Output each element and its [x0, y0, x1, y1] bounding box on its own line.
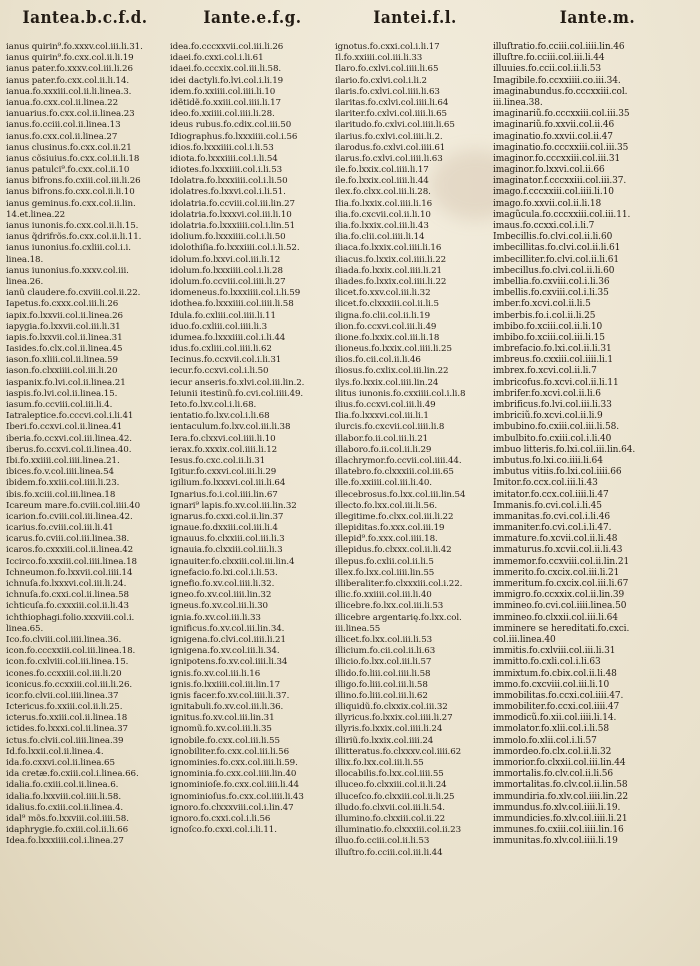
index-entry: ichnuſa.fo.lxxxvi.col.iii.li.24.: [6, 579, 127, 589]
index-entry: linea.26.: [6, 276, 44, 287]
index-entry: ianus geminus.fo.cxx.col.ii.lin.: [6, 198, 136, 209]
index-entry: icon.fo.cxlviii.col.iii.linea.15.: [6, 657, 129, 668]
index-entry: illino.fo.liii.col.iii.li.62: [335, 690, 428, 701]
index-entry: ignobile.fo.cxx.col.iii.li.55: [170, 735, 280, 746]
index-entry: ilius.fo.ccxvi.col.iii.li.49: [335, 400, 436, 410]
index-entry: idaei.fo.cccxix.col.iii.li.58.: [170, 64, 282, 75]
index-entry: iliaca.fo.lxxix.col.iiii.li.16: [335, 243, 442, 254]
index-entry: ianus pater.fo.xxxv.col.iii.li.26: [6, 64, 133, 75]
index-entry: Ilaro.fo.cxlvi.col.iiii.li.65: [335, 64, 439, 75]
index-entry: ignari⁹ lapis.fo.xv.col.iii.lin.32: [170, 500, 297, 511]
index-entry: ignominia.fo.cxx.col.iiii.lin.40: [170, 769, 297, 780]
index-entry: imbuo litteris.fo.lxi.col.iii.lin.64.: [493, 444, 636, 455]
index-entry: immunitas.fo.xlv.col.iiii.li.19: [493, 836, 618, 847]
index-entry: ignoro.fo.cxxi.col.i.li.56: [170, 813, 271, 824]
index-entry: iaspanix.fo.lvi.col.ii.linea.21: [6, 377, 126, 388]
index-entry: ignoſco.fo.cxxi.col.i.li.11.: [170, 825, 277, 836]
index-entry: iapix.fo.lxxvii.col.ii.linea.26: [6, 310, 123, 321]
index-entry: illepid⁹.fo.xxx.col.iiii.18.: [335, 534, 438, 545]
index-entry: illegitime.fo.clxx.col.iii.li.22: [335, 511, 454, 522]
column-header-1: Iantea.b.c.f.d.: [22, 8, 148, 28]
index-entry: ianũ claudere.fo.cxviii.col.ii.22.: [6, 288, 141, 299]
index-entry: immanitas.fo.cvi.col.i.li.46: [493, 511, 610, 522]
index-entry: iliades.fo.lxxix.col.iiii.li.22: [335, 276, 447, 287]
index-entry: illicebre.fo.lxx.col.iii.li.53: [335, 601, 444, 612]
index-entry: imbellia.fo.cxviii.col.i.li.36: [493, 276, 610, 287]
index-entry: illuſtro.fo.cciii.col.iii.li.44: [335, 847, 443, 858]
index-entry: imbecillitas.fo.clvi.col.ii.li.61: [493, 243, 621, 254]
index-entry: Ignarius.fo.i.col.iiii.lin.67: [170, 489, 278, 500]
index-entry: Idiographus.fo.lxxxiiii.col.i.56: [170, 131, 298, 142]
index-entry: immitto.fo.cxli.col.i.li.63: [493, 657, 601, 668]
index-entry: ignauiter.fo.clxxiii.col.iii.lin.4: [170, 556, 295, 567]
index-entry: ignominioſus.fo.cxx.col.iiii.li.43: [170, 791, 304, 802]
index-entry: iberus.fo.ccxvi.col.ii.linea.40.: [6, 444, 132, 455]
index-entry: iecur anseris.fo.xlvi.col.iii.lin.2.: [170, 377, 305, 388]
index-entry: illumino.fo.clxxiii.col.ii.22: [335, 813, 446, 824]
index-entry: igneo.fo.xv.col.iiii.lin.32: [170, 590, 272, 601]
index-entry: icones.fo.ccxxiii.col.iii.li.20: [6, 668, 122, 679]
index-entry: idẽtidẽ.fo.xxiii.col.iiii.li.17: [170, 97, 281, 108]
index-entry: ignis.fo.xv.col.iii.li.16: [170, 668, 261, 679]
index-column-3: [335, 42, 493, 957]
index-entry: ianus iunonius.fo.cxliii.col.i.i.: [6, 243, 131, 254]
index-entry: idea.fo.cccxxvii.col.iii.li.26: [170, 42, 284, 52]
index-entry: linea.65.: [6, 623, 44, 634]
index-entry: ictides.fo.lxxxi.col.ii.linea.37: [6, 724, 128, 735]
index-entry: idalia.fo.lxxviii.col.iiii.li.58.: [6, 791, 121, 802]
index-entry: imaginariũ.fo.cccxxiii.col.iii.35: [493, 109, 630, 120]
index-entry: immature.fo.xcvii.col.ii.li.48: [493, 534, 618, 545]
index-entry: Ictericus.fo.xxiii.col.ii.li.25.: [6, 702, 123, 713]
index-entry: ianus.fo.cciii.col.ii.linea.13: [6, 120, 121, 131]
index-entry: immaturus.fo.xcvii.col.ii.li.43: [493, 545, 623, 556]
index-entry: ianus clusinus.fo.cxx.col.ii.21: [6, 142, 132, 153]
index-entry: ilex.fo.clxx.col.iii.li.28.: [335, 187, 431, 198]
index-entry: illaboro.fo.ii.col.ii.li.29: [335, 444, 432, 455]
index-entry: Iesus.fo.cxc.col.ii.li.31: [170, 455, 266, 466]
index-entry: imminere se hereditati.fo.cxci.: [493, 623, 630, 634]
index-entry: idalia.fo.cxiii.col.ii.linea.6.: [6, 780, 119, 791]
index-entry: Ilia.fo.lxxxvi.col.iii.li.1: [335, 411, 429, 422]
index-entry: immixtum.fo.cbix.col.ii.li.48: [493, 668, 617, 679]
index-entry: idumea.fo.lxxxiiii.col.i.li.44: [170, 332, 286, 343]
index-entry: iecur.fo.ccxvi.col.i.li.50: [170, 366, 269, 377]
index-entry: immolator.fo.xlii.col.i.li.58: [493, 724, 609, 735]
index-entry: ignotus.fo.cxxi.col.i.li.17: [335, 42, 440, 52]
index-entry: illatebro.fo.clxxxiii.col.iii.65: [335, 467, 454, 478]
index-entry: ianus cõsiuius.fo.cxx.col.ii.li.18: [6, 153, 140, 164]
index-entry: idolatria.fo.ccviii.col.iii.lin.27: [170, 198, 295, 209]
index-entry: ianuarius.fo.cxx.col.ii.linea.23: [6, 109, 135, 120]
index-entry: ilitus iunonis.fo.cxxiiii.col.i.li.8: [335, 388, 466, 399]
index-entry: iason.fo.clxxiiii.col.iii.li.20: [6, 366, 118, 377]
index-entry: iliosus.fo.cxlix.col.iii.lin.22: [335, 366, 449, 377]
index-entry: illuceo.fo.clxxiii.col.ii.li.24: [335, 780, 447, 791]
index-entry: imaginariũ.fo.xxvii.col.ii.46: [493, 120, 615, 131]
index-entry: Iasides.fo.clx.col.ii.linea.45: [6, 344, 123, 355]
index-entry: idolatria.fo.lxxxvi.col.iii.li.10: [170, 209, 292, 220]
index-entry: Ichneumon.fo.lxxvii.col.iiii.14: [6, 567, 133, 578]
index-entry: Id.fo.lxxii.col.ii.linea.4.: [6, 746, 104, 757]
index-entry: ilione.fo.lxxix.col.iii.li.18: [335, 332, 440, 343]
index-entry: ichnuſa.fo.cxxi.col.ii.linea.58: [6, 590, 129, 601]
index-entry: illiberaliter.fo.clxxxiii.col.i.22.: [335, 579, 463, 589]
index-entry: imbricofus.fo.xcvi.col.ii.li.11: [493, 377, 619, 388]
index-entry: iligna.fo.clii.col.ii.li.19: [335, 310, 431, 321]
index-entry: ilarus.fo.cxlvi.col.iiii.li.63: [335, 153, 443, 164]
index-entry: illachrymor.fo.ccvii.col.iiii.44.: [335, 455, 462, 466]
index-entry: Icareum mare.fo.cviii.col.iiii.40: [6, 500, 141, 511]
index-entry: immo.fo.cxcviii.col.iii.li.10: [493, 679, 610, 690]
index-entry: icterus.fo.xxiii.col.ii.linea.18: [6, 713, 128, 724]
index-entry: illigo.fo.liii.col.iii.li.58: [335, 679, 428, 690]
index-entry: illuminatio.fo.clxxxiii.col.ii.23: [335, 825, 462, 836]
index-entry: immodicũ.fo.xii.col.iiii.li.14.: [493, 713, 617, 724]
index-entry: icarius.fo.cviii.col.iii.li.41: [6, 523, 114, 534]
index-entry: ida cretæ.fo.cxiii.col.i.linea.66.: [6, 769, 139, 780]
index-entry: illocabilis.fo.lxx.col.iiii.55: [335, 769, 444, 780]
index-entry: idolatria.fo.lxxxiiii.col.i.lin.51: [170, 221, 296, 231]
index-column-2: [170, 42, 335, 957]
index-entry: Iatraleptice.fo.cccvi.col.i.li.41: [6, 411, 134, 422]
index-entry: idiota.fo.lxxxiiii.col.i.li.54: [170, 153, 278, 164]
index-entry: idal⁹ mõs.fo.lxxviii.col.iiii.58.: [6, 813, 129, 824]
index-entry: immolo.fo.xlii.col.i.li.57: [493, 735, 597, 746]
index-entry: ignitabuli.fo.xv.col.iii.li.36.: [170, 702, 284, 713]
index-entry: ianus quirin⁹.fo.xxxv.col.iii.li.31.: [6, 42, 143, 52]
index-entry: ianus.fo.cxx.col.ii.linea.27: [6, 131, 118, 142]
index-entry: igneus.fo.xv.col.iii.li.30: [170, 601, 268, 612]
index-entry: linea.18.: [6, 254, 44, 265]
index-entry: ignefio.fo.xv.col.iiii.li.32.: [170, 579, 275, 589]
index-entry: ianus bifrons.fo.cxx.col.ii.li.10: [6, 187, 135, 198]
index-entry: Iapetus.fo.cxxx.col.iii.li.26: [6, 299, 119, 310]
index-entry: imbecilliter.fo.clvi.col.ii.li.61: [493, 254, 619, 265]
index-entry: imaginor.fo.lxxvi.col.ii.66: [493, 165, 605, 176]
index-entry: ignauus.fo.clxxiii.col.iii.li.3: [170, 534, 285, 545]
index-entry: Iberi.fo.ccxvi.col.ii.linea.41: [6, 422, 123, 433]
index-entry: ilurcis.fo.cxcvii.col.iiii.li.8: [335, 422, 445, 433]
index-entry: ida.fo.cxxvi.col.ii.linea.65: [6, 758, 115, 768]
index-entry: imbecillus.fo.clvi.col.ii.li.60: [493, 265, 615, 276]
index-entry: immigro.fo.ccxxix.col.ii.lin.39: [493, 590, 625, 601]
index-entry: immerito.fo.cxcix.col.iii.li.21: [493, 567, 620, 578]
index-entry: ianus iunonius.fo.xxxv.col.iii.: [6, 265, 129, 276]
index-entry: imbrex.fo.xcvi.col.ii.li.7: [493, 366, 597, 377]
index-entry: illicebre argentarię.fo.lxx.col.: [335, 612, 462, 623]
index-entry: ianus quirin⁹.fo.cxx.col.ii.li.19: [6, 53, 134, 64]
index-entry: idei dactyli.fo.lvi.col.i.li.19: [170, 75, 284, 86]
index-entry: idem.fo.xxiiii.col.iiii.li.10: [170, 86, 276, 97]
index-entry: idomeneus.fo.lxxxiiii.col.i.li.59: [170, 288, 301, 299]
index-entry: immortalis.fo.clv.col.ii.li.56: [493, 769, 614, 780]
index-entry: Iera.fo.clxxvi.col.iiii.li.10: [170, 433, 276, 444]
index-entry: illabor.fo.ii.col.iii.li.21: [335, 433, 429, 444]
index-entry: illuſtratio.fo.cciii.col.iiii.lin.46: [493, 42, 625, 52]
index-entry: ile.fo.lxxix.col.iiii.li.17: [335, 165, 429, 176]
index-column-1: [6, 42, 170, 957]
index-entry: iliada.fo.lxxix.col.iiii.li.21: [335, 265, 442, 276]
index-entry: ilia.fo.clii.col.iiii.li.14: [335, 232, 425, 243]
index-entry: idolum.fo.ccviii.col.iiii.li.27: [170, 276, 286, 287]
index-entry: illiriũ.fo.lxxix.col.iiii.24: [335, 735, 434, 746]
index-entry: illuo.fo.cciii.col.ii.li.53: [335, 836, 430, 847]
index-entry: Il.fo.xxiiii.col.iii.li.33: [335, 53, 423, 64]
index-entry: idiotes.fo.lxxxiiii.col.i.li.53: [170, 165, 283, 176]
index-entry: illicio.fo.lxx.col.iii.li.57: [335, 657, 432, 668]
index-entry: imbibo.fo.xciii.col.iii.li.15: [493, 332, 605, 343]
index-entry: iii.linea.38.: [493, 97, 543, 108]
index-entry: ignominioſe.fo.cxx.col.iiii.li.44: [170, 780, 299, 791]
index-entry: immundicies.fo.xlv.col.iiii.li.21: [493, 813, 628, 824]
index-entry: imbutus.fo.lxi.co.iiii.li.64: [493, 455, 603, 466]
index-entry: ibidem.fo.xxiii.col.iiii.li.23.: [6, 478, 120, 489]
index-entry: iberia.fo.ccxvi.col.iii.linea.42.: [6, 433, 132, 444]
index-entry: idothea.fo.lxxxiiii.col.iiii.li.58: [170, 299, 294, 310]
index-entry: imbellis.fo.cxviii.col.i.li.35: [493, 288, 609, 299]
index-entry: ignefacio.fo.lxi.col.i.li.53.: [170, 567, 278, 578]
index-entry: ilys.fo.lxxix.col.iiii.lin.24: [335, 377, 439, 388]
index-entry: ignigena.fo.clvi.col.iiii.li.21: [170, 634, 286, 645]
index-entry: ilariter.fo.cxlvi.col.iiii.li.65: [335, 109, 447, 120]
index-entry: illecebrosus.fo.lxx.col.iii.lin.54: [335, 489, 466, 500]
index-entry: imitator.fo.ccx.col.iiii.li.47: [493, 489, 609, 500]
page-header: [0, 8, 700, 40]
index-entry: ianus q̃drifrõs.fo.cxx.col.ii.li.11.: [6, 232, 142, 243]
index-entry: Imbecillis.fo.clvi.col.ii.li.60: [493, 232, 613, 243]
index-entry: imbreus.fo.cxxiii.col.iiii.li.1: [493, 355, 614, 366]
index-entry: ignauia.fo.clxxiii.col.iii.li.3: [170, 545, 283, 556]
index-entry: igilium.fo.lxxxvi.col.iii.li.64: [170, 478, 286, 489]
index-entry: iduo.fo.cxliii.col.iiii.li.3: [170, 321, 268, 332]
index-entry: imber.fo.xcvi.col.ii.li.5: [493, 299, 591, 310]
index-entry: illicet.fo.lxx.col.iii.li.53: [335, 634, 433, 645]
index-entry: ilario.fo.cxlvi.col.i.li.2: [335, 75, 427, 86]
index-entry: ignarus.fo.cxxi.col.ii.lin.37: [170, 511, 284, 522]
index-column-4: [493, 42, 696, 957]
index-entry: illuſtre.fo.cciii.col.iii.li.44: [493, 53, 605, 64]
index-entry: illitteratus.fo.clxxxv.col.iiii.62: [335, 746, 462, 757]
index-entry: illuuies.fo.ccii.col.ii.li.53: [493, 64, 602, 75]
index-entry: illicium.fo.cii.col.ii.li.63: [335, 646, 436, 657]
index-entry: Idea.fo.lxxxiiii.col.i.linea.27: [6, 836, 124, 847]
index-entry: icor.fo.clvii.col.iiii.linea.37: [6, 690, 119, 701]
index-entry: Ico.fo.clviii.col.iiii.linea.36.: [6, 634, 122, 645]
index-entry: imberbis.fo.i.col.ii.li.25: [493, 310, 596, 321]
index-entry: ignia.fo.xv.col.iii.li.33: [170, 612, 261, 623]
column-header-4: Iante.m.: [559, 8, 636, 28]
index-entry: imagũcula.fo.cccxxiii.col.iii.11.: [493, 209, 631, 220]
index-entry: idios.fo.lxxxiiii.col.i.li.53: [170, 142, 274, 153]
index-entry: illyricus.fo.lxxix.col.iiii.li.27: [335, 713, 453, 724]
index-entry: immordeo.fo.clx.col.ii.li.32: [493, 746, 612, 757]
index-entry: imago.f.cccxxiii.col.iiii.li.10: [493, 187, 614, 198]
index-entry: ille.fo.xxiiii.col.iii.li.40.: [335, 478, 432, 489]
index-entry: ignipotens.fo.xv.col.iiii.li.34: [170, 657, 288, 668]
index-entry: ibices.fo.v.col.iiii.linea.54: [6, 467, 114, 478]
index-entry: imbibo.fo.xciii.col.ii.li.10: [493, 321, 603, 332]
index-entry: ilaritas.fo.cxlvi.col.iiii.li.64: [335, 97, 449, 108]
index-entry: iasum.fo.ccviii.col.iii.li.4.: [6, 400, 113, 410]
index-entry: immaniter.fo.cvi.col.i.li.47.: [493, 523, 612, 534]
index-entry: ianus pater.fo.cxx.col.ii.li.14.: [6, 75, 130, 86]
index-entry: ignobiliter.fo.cxx.col.iii.li.56: [170, 746, 290, 757]
index-entry: idalius.fo.cxiii.col.ii.linea.4.: [6, 802, 124, 813]
index-entry: immobiliter.fo.ccxi.col.iiii.47: [493, 702, 620, 713]
index-entry: ignis.fo.lxxiiii.col.iii.lin.17: [170, 679, 281, 690]
index-entry: Iccirco.fo.xxxiii.col.iiii.linea.18: [6, 556, 137, 567]
index-entry: ichthiophagi.folio.xxxviii.col.i.: [6, 612, 135, 623]
index-entry: idolatres.fo.lxxvi.col.i.li.51.: [170, 187, 286, 198]
index-entry: ibis.fo.xciii.col.iii.linea.18: [6, 489, 116, 500]
index-entry: Idolatra.fo.lxxxiiii.col.i.li.50: [170, 176, 288, 187]
index-entry: immeritum.fo.cxcix.col.iii.li.67: [493, 579, 629, 589]
index-entry: Imagibile.fo.ccxxiiii.co.iii.34.: [493, 75, 621, 86]
index-entry: ignigena.fo.xv.col.iii.li.34.: [170, 646, 280, 657]
index-entry: ignoro.fo.clxxxviii.col.i.lin.47: [170, 802, 294, 813]
index-entry: idolium.fo.lxxxiiii.col.i.li.50: [170, 232, 286, 243]
index-entry: imaginator.f.cccxxiii.col.iii.37.: [493, 176, 627, 187]
index-entry: ignitus.fo.xv.col.iii.lin.31: [170, 713, 275, 724]
index-entry: illyris.fo.lxxix.col.iiii.li.24: [335, 724, 443, 735]
index-entry: ilaritudo.fo.cxlvi.col.iiii.li.65: [335, 120, 455, 131]
index-entry: iapis.fo.lxxvii.col.ii.linea.31: [6, 332, 123, 343]
index-columns: [6, 42, 696, 957]
index-entry: 14.et.linea.22: [6, 209, 66, 220]
index-entry: imbrefacio.fo.lxi.col.ii.li.31: [493, 344, 612, 355]
index-entry: ianus patulci⁹.fo.cxx.col.ii.10: [6, 165, 130, 176]
index-entry: iaspis.fo.lvi.col.ii.linea.15.: [6, 388, 118, 399]
index-entry: col.iii.linea.40: [493, 634, 556, 645]
index-entry: immineo.fo.cvi.col.iiii.linea.50: [493, 601, 627, 612]
index-entry: imaginatio.fo.cccxxiii.col.iii.35: [493, 142, 629, 153]
index-entry: immundiria.fo.xlv.col.iiii.lin.22: [493, 791, 629, 802]
index-entry: imaus.fo.ccxxi.col.i.li.7: [493, 221, 595, 231]
index-entry: imaginabundus.fo.cccxxiii.col.: [493, 86, 628, 97]
index-entry: ientaculum.fo.lxv.col.iii.li.38: [170, 422, 291, 433]
index-entry: icaros.fo.cxxxiii.col.ii.linea.42: [6, 545, 134, 556]
index-entry: ideus rubus.fo.cdix.col.iii.50: [170, 120, 292, 131]
index-entry: iason.fo.xliii.col.ii.linea.59: [6, 355, 119, 366]
index-entry: Immanis.fo.cvi.col.i.li.45: [493, 500, 602, 511]
index-entry: ile.fo.lxxix.col.iiii.li.44: [335, 176, 429, 187]
index-entry: idaphrygie.fo.cxiii.col.ii.li.66: [6, 825, 129, 836]
index-entry: ideo.fo.xxiiii.col.iiii.li.28.: [170, 109, 275, 120]
index-entry: idus.fo.cxliii.col.iiii.li.62: [170, 344, 272, 355]
column-header-3: Iantei.f.l.: [373, 8, 457, 28]
index-entry: iliacus.fo.lxxix.col.iiii.li.22: [335, 254, 447, 265]
index-entry: imago.fo.xxvii.col.ii.li.18: [493, 198, 602, 209]
index-entry: ilia.fo.cxcvii.col.ii.li.10: [335, 209, 431, 220]
index-entry: Iecinus.fo.ccxvii.col.i.li.31: [170, 355, 282, 366]
index-entry: ilaris.fo.cxlvi.col.iiii.li.63: [335, 86, 440, 97]
index-entry: imbutus vitiis.fo.lxi.col.iiii.66: [493, 467, 622, 478]
index-entry: ilarius.fo.cxlvi.col.iiii.li.2.: [335, 131, 443, 142]
index-entry: imbrifer.fo.xcvi.col.ii.li.6: [493, 388, 601, 399]
index-entry: idaei.fo.cxxi.col.i.li.61: [170, 53, 264, 64]
index-entry: icon.fo.cccxxiii.col.iii.linea.18.: [6, 646, 136, 657]
index-entry: illix.fo.lxx.col.iii.li.55: [335, 758, 424, 768]
index-entry: imbriciũ.fo.xcvi.col.ii.li.9: [493, 411, 603, 422]
index-entry: ichticuſa.fo.cxxxiii.col.ii.li.43: [6, 601, 129, 612]
index-entry: illiquidũ.fo.clxxix.col.iii.32: [335, 702, 448, 713]
index-entry: imaginatio.fo.xxvii.col.ii.47: [493, 131, 613, 142]
index-entry: iapygia.fo.lxxvii.col.iii.li.31: [6, 321, 121, 332]
index-entry: immunes.fo.cxiii.col.iiii.lin.16: [493, 825, 624, 836]
index-entry: ilicet.fo.xxv.col.iii.li.32: [335, 288, 431, 299]
index-entry: icarus.fo.cviii.col.iii.linea.38.: [6, 534, 130, 545]
column-header-2: Iante.e.f.g.: [203, 8, 302, 28]
index-entry: immineo.fo.clxxii.col.iii.li.64: [493, 612, 618, 623]
index-entry: illepidus.fo.clxxx.col.ii.li.42: [335, 545, 452, 556]
index-entry: immitis.fo.cxlviii.col.iii.li.31: [493, 646, 616, 657]
index-entry: Ilia.fo.lxxix.col.iiii.li.16: [335, 198, 433, 209]
index-entry: idolum.fo.lxxxiiii.col.i.li.28: [170, 265, 283, 276]
index-entry: ilarodus.fo.cxlvi.col.iiii.61: [335, 142, 446, 153]
index-entry: ianua.fo.cxx.col.ii.linea.22: [6, 97, 119, 108]
index-entry: immortalitas.fo.clv.col.ii.lin.58: [493, 780, 628, 791]
index-entry: imaginor.fo.cccxxiii.col.iii.31: [493, 153, 621, 164]
index-entry: iii.linea.55: [335, 623, 381, 634]
index-entry: ignomũ.fo.xv.col.iii.li.35: [170, 724, 272, 735]
index-entry: illudo.fo.clxvii.col.iii.li.54.: [335, 802, 445, 813]
index-entry: idolothiſia.fo.lxxxiiii.col.i.li.52.: [170, 243, 300, 254]
index-entry: immundus.fo.xlv.col.iiii.li.19.: [493, 802, 621, 813]
index-entry: ignaue.fo.dxxiii.col.iii.li.4: [170, 523, 278, 534]
index-entry: imbulbito.fo.cxiii.col.i.li.40: [493, 433, 612, 444]
index-entry: ignominies.fo.cxx.col.iiii.li.59.: [170, 758, 298, 768]
index-entry: imbubino.fo.cxiii.col.iii.li.58.: [493, 422, 620, 433]
index-entry: ilios.fo.cii.col.ii.li.46: [335, 355, 421, 366]
index-entry: Ieiunii itestinũ.fo.cvi.col.iiii.49.: [170, 388, 304, 399]
index-entry: illuceſco.fo.clxxiii.col.ii.li.25: [335, 791, 455, 802]
index-entry: Imitor.fo.ccx.col.iii.li.43: [493, 478, 598, 489]
index-entry: ilia.fo.lxxix.col.iii.li.43: [335, 221, 429, 231]
index-entry: ictus.fo.clvii.col.iiii.linea.39: [6, 735, 124, 746]
index-entry: ilicet.fo.clxxxiii.col.ii.li.5: [335, 299, 439, 310]
index-entry: Igitur.fo.cxxvi.col.iii.li.29: [170, 467, 277, 478]
index-entry: Ibi.fo.xxiiii.col.iiii.linea.21.: [6, 455, 120, 466]
index-entry: illic.fo.xxiiii.col.iii.li.40: [335, 590, 432, 601]
index-entry: illepiditas.fo.xxx.col.iii.19: [335, 523, 445, 534]
index-entry: imbrificus.fo.lvi.col.iii.li.33: [493, 400, 612, 410]
index-entry: illido.fo.liii.col.iiii.li.58: [335, 668, 431, 679]
index-entry: ientatio.fo.lxv.col.i.li.68: [170, 411, 270, 422]
index-entry: iconicus.fo.ccxxiii.col.iii.li.26.: [6, 679, 133, 690]
index-entry: ignificus.fo.xv.col.iii.lin.34.: [170, 623, 285, 634]
index-entry: immemor.fo.ccxviii.col.ii.lin.21: [493, 556, 630, 567]
index-entry: ierax.fo.xxxix.col.iiii.li.12: [170, 444, 278, 455]
index-entry: Idula.fo.cxliii.col.iiii.li.11: [170, 310, 276, 321]
index-entry: ilion.fo.ccxvi.col.iii.li.49: [335, 321, 437, 332]
index-entry: ignis facer.fo.xv.col.iiii.li.37.: [170, 690, 290, 701]
index-entry: idolum.fo.lxxvi.col.iii.li.12: [170, 254, 281, 265]
index-entry: ilioneus.fo.lxxix.col.iiii.li.25: [335, 344, 452, 355]
index-entry: Ieto.fo.lxv.col.i.li.68.: [170, 400, 257, 410]
index-entry: icarion.fo.cviii.col.iii.linea.42.: [6, 511, 133, 522]
index-entry: illex.fo.lxx.col.iiii.lin.55: [335, 567, 435, 578]
index-entry: illepus.fo.cxlii.col.ii.li.5: [335, 556, 434, 567]
index-entry: illecto.fo.lxx.col.iii.li.56.: [335, 500, 438, 511]
index-entry: ianus iunonis.fo.cxx.col.ii.li.15.: [6, 221, 139, 231]
index-entry: ianus bifrons.fo.cxiii.col.iii.li.26: [6, 176, 141, 187]
index-entry: immobilitas.fo.ccxi.col.iiii.47.: [493, 690, 624, 701]
index-entry: immorior.fo.clxxii.col.iii.lin.44: [493, 758, 626, 768]
index-entry: ianua.fo.xxxiii.col.ii.li.linea.3.: [6, 86, 132, 97]
